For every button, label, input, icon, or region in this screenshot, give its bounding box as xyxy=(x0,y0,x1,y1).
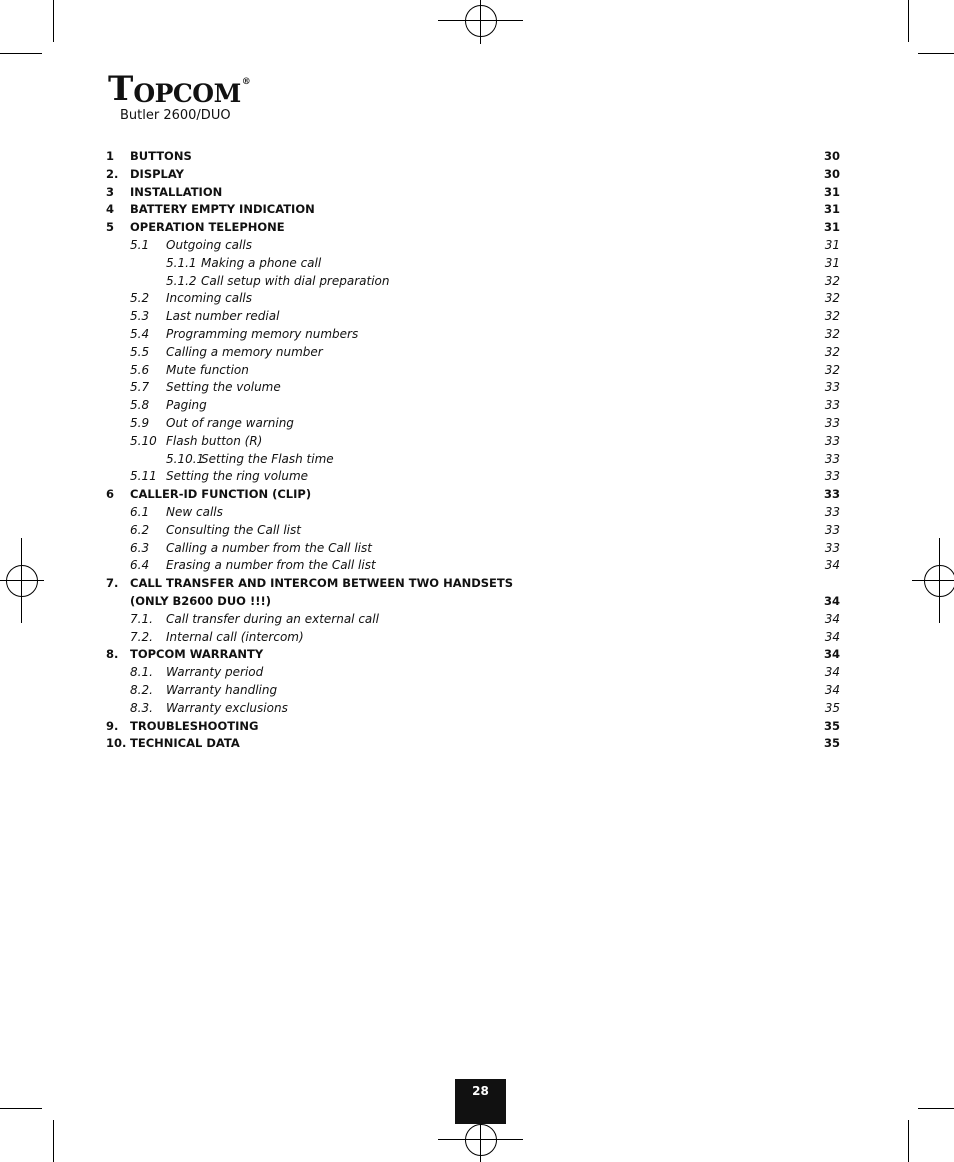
toc-entry-number: 7.1. xyxy=(130,611,153,626)
toc-entry-number: 5.7 xyxy=(130,380,150,395)
registration-mark xyxy=(6,565,38,597)
toc-entry xyxy=(106,362,840,380)
toc-entry-page: 35 xyxy=(823,718,840,733)
toc-entry-page: 31 xyxy=(824,237,840,252)
model-name: Butler 2600/DUO xyxy=(120,108,231,123)
toc-entry xyxy=(106,290,840,308)
toc-entry-page: 34 xyxy=(824,611,840,626)
toc-entry-title: Paging xyxy=(166,398,207,413)
crop-mark xyxy=(0,53,42,54)
toc-entry-title: Setting the volume xyxy=(166,380,281,395)
toc-entry xyxy=(106,718,840,736)
toc-entry xyxy=(106,344,840,362)
toc-entry-title: Making a phone call xyxy=(201,255,322,270)
toc-entry-page: 33 xyxy=(824,469,840,484)
toc-entry-number: 5.6 xyxy=(130,362,150,377)
toc-entry-number: 6 xyxy=(106,487,115,502)
toc-entry-title: Last number redial xyxy=(166,309,280,324)
toc-entry xyxy=(106,646,840,664)
toc-entry-page: 32 xyxy=(824,273,840,288)
toc-entry xyxy=(106,237,840,255)
toc-entry-title: (ONLY B2600 DUO !!!) xyxy=(130,593,271,608)
toc-entry-page: 33 xyxy=(824,451,840,466)
toc-entry-title: OPERATION TELEPHONE xyxy=(130,220,285,235)
crop-mark xyxy=(908,1120,909,1162)
toc-entry xyxy=(106,326,840,344)
toc-entry-title: BUTTONS xyxy=(130,149,192,163)
toc-entry-number: 2. xyxy=(106,166,119,181)
toc-entry xyxy=(106,593,840,611)
toc-entry-page: 32 xyxy=(824,326,840,341)
crop-mark xyxy=(908,0,909,42)
toc-entry-page: 34 xyxy=(823,647,840,662)
toc-entry xyxy=(106,166,840,184)
toc-entry xyxy=(106,379,840,397)
toc-entry-title: Setting the ring volume xyxy=(166,469,309,484)
toc-entry-number: 5.3 xyxy=(130,309,150,324)
toc-entry-number: 5.4 xyxy=(130,326,150,341)
toc-entry-title: New calls xyxy=(166,504,223,519)
toc-entry-title: Calling a number from the Call list xyxy=(166,540,372,555)
toc-entry-page: 30 xyxy=(823,149,840,163)
table-of-contents xyxy=(106,148,840,753)
toc-entry xyxy=(106,522,840,540)
toc-entry-title: Incoming calls xyxy=(166,291,253,306)
toc-entry xyxy=(106,468,840,486)
toc-entry-title: Warranty exclusions xyxy=(166,700,288,715)
toc-entry-title: Calling a memory number xyxy=(166,344,323,359)
toc-entry-number: 4 xyxy=(106,202,115,217)
toc-entry-title: Flash button (R) xyxy=(166,433,263,448)
toc-entry-number: 8.2. xyxy=(130,682,153,697)
toc-entry-page: 34 xyxy=(823,593,840,608)
toc-entry-number: 7. xyxy=(106,576,119,591)
toc-entry-page: 34 xyxy=(824,558,840,573)
toc-entry-number: 1 xyxy=(106,149,115,163)
toc-entry xyxy=(106,700,840,718)
logo-initial: T xyxy=(108,69,134,109)
toc-entry xyxy=(106,451,840,469)
toc-entry xyxy=(106,273,840,291)
toc-entry-page: 34 xyxy=(824,665,840,680)
toc-entry-page: 33 xyxy=(824,433,840,448)
toc-entry-number: 8.3. xyxy=(130,700,153,715)
crop-mark xyxy=(53,1120,54,1162)
toc-entry xyxy=(106,504,840,522)
toc-entry-title: TROUBLESHOOTING xyxy=(130,718,259,733)
toc-entry-number: 5.1 xyxy=(130,237,150,252)
toc-entry-number: 6.2 xyxy=(130,522,150,537)
toc-entry-title: Call transfer during an external call xyxy=(166,611,379,626)
toc-entry-page: 34 xyxy=(824,629,840,644)
toc-entry-number: 5.5 xyxy=(130,344,150,359)
toc-entry-number: 5.8 xyxy=(130,398,150,413)
toc-entry-title: Outgoing calls xyxy=(166,237,252,252)
toc-entry xyxy=(106,219,840,237)
toc-entry-number: 5.2 xyxy=(130,291,150,306)
registered-mark: ® xyxy=(241,77,251,87)
toc-entry-title: BATTERY EMPTY INDICATION xyxy=(130,202,315,217)
toc-entry xyxy=(106,148,840,166)
logo-rest: OPCOM xyxy=(133,79,241,108)
toc-entry-number: 5.11 xyxy=(130,469,157,484)
toc-entry-page: 31 xyxy=(823,184,840,199)
toc-entry xyxy=(106,486,840,504)
toc-entry-title: Warranty handling xyxy=(166,682,278,697)
toc-entry xyxy=(106,735,840,753)
toc-entry-number: 5.10 xyxy=(130,433,157,448)
toc-entry-title: INSTALLATION xyxy=(130,184,223,199)
toc-entry-page: 35 xyxy=(824,700,840,715)
toc-entry xyxy=(106,184,840,202)
toc-entry-title: TOPCOM WARRANTY xyxy=(130,647,264,662)
toc-entry xyxy=(106,540,840,558)
toc-entry xyxy=(106,397,840,415)
toc-entry-title: Setting the Flash time xyxy=(201,451,334,466)
toc-entry-title: CALLER-ID FUNCTION (CLIP) xyxy=(130,487,312,502)
toc-entry-page: 33 xyxy=(824,398,840,413)
toc-entry xyxy=(106,611,840,629)
toc-entry xyxy=(106,433,840,451)
registration-mark xyxy=(924,565,954,597)
toc-entry-page: 31 xyxy=(823,202,840,217)
toc-entry-page: 33 xyxy=(824,504,840,519)
toc-entry-title: Internal call (intercom) xyxy=(166,629,304,644)
registration-mark xyxy=(465,1124,497,1156)
toc-entry-number: 5.1.2 xyxy=(166,273,197,288)
toc-entry-page: 32 xyxy=(824,344,840,359)
page-number: 28 xyxy=(455,1079,506,1124)
topcom-logo xyxy=(108,69,251,109)
toc-entry-number: 8. xyxy=(106,647,119,662)
toc-entry-page: 33 xyxy=(823,487,840,502)
toc-entry-page: 35 xyxy=(823,736,840,751)
toc-entry-number: 5.1.1 xyxy=(166,255,197,270)
toc-entry-page: 31 xyxy=(823,220,840,235)
toc-entry-number: 5.9 xyxy=(130,415,150,430)
registration-mark xyxy=(465,5,497,37)
crop-mark xyxy=(918,53,954,54)
crop-mark xyxy=(53,0,54,42)
toc-entry-number: 5.10.1 xyxy=(166,451,205,466)
toc-entry-title: Mute function xyxy=(166,362,249,377)
toc-entry xyxy=(106,201,840,219)
crop-mark xyxy=(918,1108,954,1109)
toc-entry-title: TECHNICAL DATA xyxy=(130,736,240,751)
toc-entry xyxy=(106,664,840,682)
toc-entry-page: 32 xyxy=(824,291,840,306)
toc-entry xyxy=(106,682,840,700)
toc-entry-title: Call setup with dial preparation xyxy=(201,273,390,288)
toc-entry-number: 6.4 xyxy=(130,558,150,573)
toc-entry-number: 9. xyxy=(106,718,119,733)
toc-entry-page: 33 xyxy=(824,540,840,555)
toc-entry xyxy=(106,415,840,433)
toc-entry-number: 5 xyxy=(106,220,115,235)
toc-entry-number: 10. xyxy=(106,736,127,751)
toc-entry-page: 33 xyxy=(824,415,840,430)
toc-entry-number: 8.1. xyxy=(130,665,153,680)
toc-entry-number: 7.2. xyxy=(130,629,153,644)
toc-entry-title: CALL TRANSFER AND INTERCOM BETWEEN TWO HANDSETS xyxy=(130,576,514,591)
toc-entry-title: Programming memory numbers xyxy=(166,326,359,341)
toc-entry-page: 31 xyxy=(824,255,840,270)
toc-entry xyxy=(106,308,840,326)
toc-entry-page: 34 xyxy=(824,682,840,697)
toc-entry-number: 6.1 xyxy=(130,504,150,519)
toc-entry-title: Erasing a number from the Call list xyxy=(166,558,376,573)
toc-entry xyxy=(106,575,840,593)
toc-entry-number: 3 xyxy=(106,184,115,199)
toc-entry-page: 32 xyxy=(824,362,840,377)
toc-entry-page: 33 xyxy=(824,380,840,395)
toc-entry-number: 6.3 xyxy=(130,540,150,555)
toc-entry-title: Warranty period xyxy=(166,665,264,680)
crop-mark xyxy=(0,1108,42,1109)
toc-entry-page: 30 xyxy=(823,166,840,181)
toc-entry-title: Out of range warning xyxy=(166,415,294,430)
toc-entry xyxy=(106,255,840,273)
toc-entry-title: DISPLAY xyxy=(130,166,184,181)
toc-entry xyxy=(106,557,840,575)
toc-entry xyxy=(106,629,840,647)
toc-entry-title: Consulting the Call list xyxy=(166,522,301,537)
toc-entry-page: 33 xyxy=(824,522,840,537)
toc-entry-page: 32 xyxy=(824,309,840,324)
